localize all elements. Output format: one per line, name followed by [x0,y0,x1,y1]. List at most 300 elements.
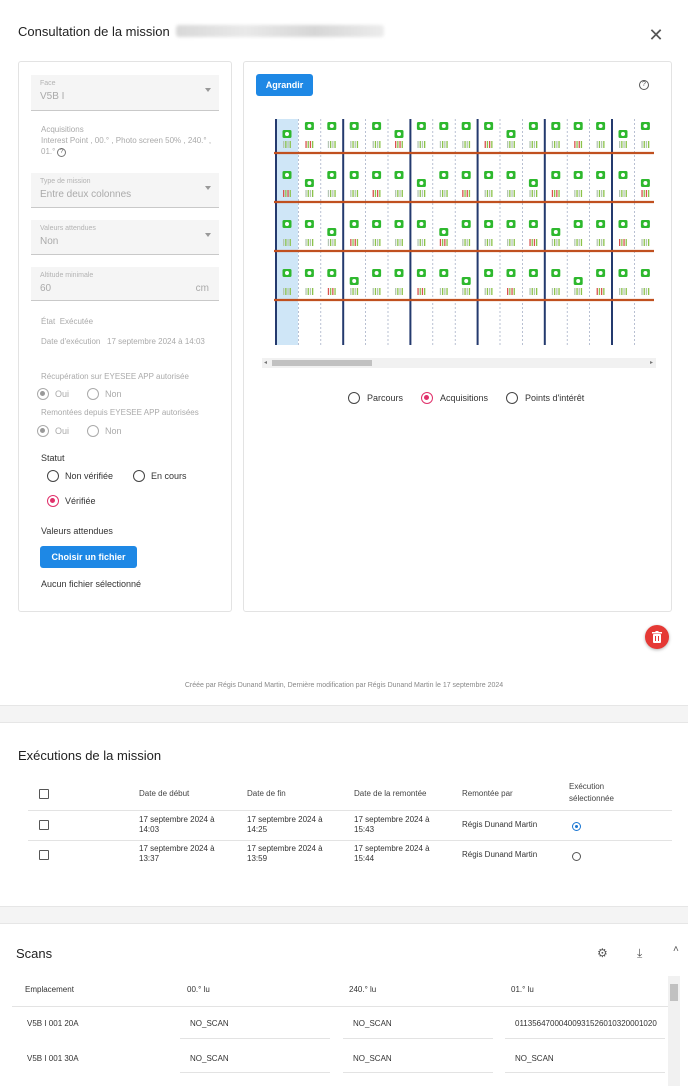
camera-lens [442,230,446,234]
mode-acquisitions-label: Acquisitions [440,393,489,403]
mode-poi-radio[interactable] [506,392,518,404]
upload-no-label: Non [105,426,122,436]
barcode-mark [597,239,598,246]
barcode-mark [334,288,335,295]
barcode-mark [397,239,398,246]
exec-date-value: 17 septembre 2024 à 14:03 [107,337,205,346]
close-icon[interactable]: ✕ [648,25,664,45]
barcode-mark [509,239,510,246]
barcode-mark [556,288,557,295]
expected-values-value: Non [40,236,59,247]
barcode-mark [373,141,374,148]
trash-icon [652,631,662,643]
barcode-mark [285,288,286,295]
barcode-mark [511,190,512,197]
barcode-mark [420,190,421,197]
barcode-mark [641,288,642,295]
barcode-mark [619,190,620,197]
barcode-mark [395,239,396,246]
barcode-mark [308,239,309,246]
exec-date-row [41,336,227,347]
barcode-mark [507,288,508,295]
camera-lens [554,230,558,234]
retrieval-no-label: Non [105,389,122,399]
face-value: V5B I [40,91,65,102]
retrieval-radios [37,388,122,400]
barcode-mark [532,141,533,148]
camera-lens [554,271,558,275]
camera-lens [442,271,446,275]
barcode-mark [646,288,647,295]
barcode-mark [444,190,445,197]
camera-lens [419,271,423,275]
camera-lens [554,173,558,177]
barcode-mark [529,288,530,295]
barcode-mark [487,239,488,246]
barcode-mark [444,239,445,246]
barcode-mark [334,239,335,246]
barcode-mark [399,190,400,197]
barcode-mark [464,288,465,295]
barcode-mark [462,239,463,246]
barcode-mark [397,141,398,148]
barcode-mark [626,239,627,246]
camera-lens [307,271,311,275]
barcode-mark [290,288,291,295]
barcode-mark [446,141,447,148]
barcode-mark [599,190,600,197]
barcode-mark [534,190,535,197]
camera-lens [330,124,334,128]
barcode-mark [626,141,627,148]
barcode-mark [440,239,441,246]
barcode-mark [529,239,530,246]
barcode-mark [621,141,622,148]
scan-value: NO_SCAN [190,1019,229,1028]
barcode-mark [574,239,575,246]
barcode-mark [422,141,423,148]
vertical-scrollbar[interactable] [668,976,680,1086]
barcode-mark [422,239,423,246]
barcode-mark [576,239,577,246]
camera-lens [531,222,535,226]
barcode-mark [402,141,403,148]
barcode-mark [619,288,620,295]
barcode-mark [442,288,443,295]
barcode-mark [467,239,468,246]
acquisitions-text: Interest Point , 00.° , Photo screen 50% , 240.° , 01.° [41,136,212,156]
barcode-mark [352,239,353,246]
expected-values-select[interactable] [31,220,219,255]
camera-lens [576,279,580,283]
barcode-mark [328,141,329,148]
barcode-mark [312,190,313,197]
mode-path-radio[interactable] [348,392,360,404]
barcode-mark [440,288,441,295]
barcode-mark [576,190,577,197]
barcode-mark [312,288,313,295]
barcode-mark [532,239,533,246]
barcode-mark [399,288,400,295]
barcode-mark [603,239,604,246]
status-label: Statut [41,453,65,463]
barcode-mark [579,190,580,197]
barcode-mark [579,288,580,295]
barcode-mark [350,239,351,246]
camera-lens [643,271,647,275]
barcode-mark [487,288,488,295]
expected-values-label: Valeurs attendues [40,225,96,232]
barcode-mark [283,141,284,148]
barcode-mark [491,288,492,295]
camera-lens [643,124,647,128]
barcode-mark [558,288,559,295]
barcode-mark [514,141,515,148]
barcode-mark [536,190,537,197]
scan-value: 01135647000400931526010320001020 [515,1019,657,1028]
barcode-mark [417,141,418,148]
barcode-mark [446,239,447,246]
barcode-mark [395,141,396,148]
barcode-mark [350,141,351,148]
barcode-mark [310,239,311,246]
barcode-mark [446,190,447,197]
scan-col-00: 00.° lu [187,985,210,994]
scans-title: Scans [16,946,53,961]
barcode-mark [462,141,463,148]
cell-divider [505,1072,665,1073]
barcode-mark [621,239,622,246]
horizontal-scrollbar[interactable] [262,358,656,368]
mode-poi-label: Points d'intérêt [525,393,585,403]
barcode-mark [379,141,380,148]
scrollbar-thumb[interactable] [670,984,678,1001]
barcode-mark [619,141,620,148]
barcode-mark [285,141,286,148]
state-row [41,316,93,327]
barcode-mark [581,141,582,148]
row-start: 17 septembre 2024 à 14:03 [139,815,215,834]
barcode-mark [644,239,645,246]
row-by: Régis Dunand Martin [462,850,538,859]
barcode-mark [305,141,306,148]
camera-lens [554,124,558,128]
retrieval-yes-label: Oui [55,389,70,399]
barcode-mark [373,288,374,295]
barcode-mark [308,141,309,148]
status-unverified-radio[interactable] [47,470,59,482]
barcode-mark [489,288,490,295]
status-radios-row1 [47,470,187,482]
mission-type-label: Type de mission [40,178,91,185]
barcode-mark [464,190,465,197]
camera-lens [397,271,401,275]
barcode-mark [305,190,306,197]
barcode-mark [579,141,580,148]
barcode-mark [511,141,512,148]
barcode-mark [552,288,553,295]
barcode-mark [532,190,533,197]
mission-type-select[interactable] [31,173,219,208]
barcode-mark [462,288,463,295]
barcode-mark [332,141,333,148]
barcode-mark [554,190,555,197]
planogram-view[interactable] [274,119,654,345]
barcode-mark [532,288,533,295]
camera-lens [397,173,401,177]
section-divider [0,705,688,723]
scan-col-240: 240.° lu [349,985,377,994]
camera-lens [442,124,446,128]
barcode-mark [355,190,356,197]
barcode-mark [357,288,358,295]
section-divider [0,906,688,924]
barcode-mark [334,141,335,148]
barcode-mark [379,288,380,295]
camera-lens [487,271,491,275]
scroll-left-icon[interactable]: ◂ [264,360,268,366]
mission-form-panel [18,61,232,612]
chevron-up-icon[interactable]: ˄ [673,944,679,955]
select-all-checkbox[interactable] [39,789,49,799]
cell-divider [180,1072,330,1073]
camera-lens [621,222,625,226]
barcode-mark [395,288,396,295]
row-start: 17 septembre 2024 à 13:37 [139,844,215,863]
barcode-mark [287,141,288,148]
barcode-mark [469,190,470,197]
barcode-mark [601,288,602,295]
barcode-mark [379,239,380,246]
barcode-mark [444,288,445,295]
gear-icon[interactable]: ⚙ [597,946,608,960]
barcode-mark [623,239,624,246]
acquisitions-label: Acquisitions [41,125,84,134]
barcode-mark [420,239,421,246]
barcode-mark [603,141,604,148]
camera-lens [375,124,379,128]
camera-lens [531,124,535,128]
state-label: État [41,317,56,326]
barcode-mark [422,288,423,295]
camera-lens [419,222,423,226]
retrieval-no-radio[interactable] [87,388,99,400]
upload-radios [37,425,122,437]
expected-file-label: Valeurs attendues [41,526,113,536]
row-select-radio[interactable] [572,822,581,831]
barcode-mark [469,141,470,148]
barcode-mark [648,141,649,148]
barcode-mark [601,190,602,197]
barcode-mark [350,288,351,295]
barcode-mark [646,239,647,246]
mode-acquisitions-radio[interactable] [421,392,433,404]
barcode-mark [576,141,577,148]
dialog-title-text: Consultation de la mission [18,24,170,39]
barcode-mark [352,141,353,148]
mode-path-label: Parcours [367,393,404,403]
barcode-mark [332,239,333,246]
barcode-mark [330,288,331,295]
barcode-mark [558,141,559,148]
col-start-date: Date de début [139,789,190,798]
barcode-mark [485,239,486,246]
barcode-mark [352,288,353,295]
barcode-mark [641,141,642,148]
no-file-text: Aucun fichier sélectionné [41,579,142,589]
face-select[interactable] [31,75,219,111]
view-mode-radios [348,392,584,404]
min-altitude-value: 60 [40,283,52,294]
status-radios-row2 [47,495,96,507]
barcode-mark [599,141,600,148]
barcode-mark [556,239,557,246]
scrollbar-thumb[interactable] [272,360,372,366]
barcode-mark [285,190,286,197]
scan-location: V5B I 001 20A [27,1019,79,1028]
barcode-mark [424,288,425,295]
camera-lens [352,173,356,177]
cell-divider [505,1038,665,1039]
camera-lens [509,173,513,177]
barcode-mark [641,190,642,197]
barcode-mark [489,239,490,246]
barcode-mark [422,190,423,197]
retrieval-yes-radio[interactable] [37,388,49,400]
barcode-mark [467,190,468,197]
delete-button[interactable] [645,625,669,649]
upload-yes-radio[interactable] [37,425,49,437]
status-verified-radio[interactable] [47,495,59,507]
camera-lens [397,132,401,136]
barcode-mark [442,190,443,197]
barcode-mark [623,141,624,148]
camera-lens [621,173,625,177]
barcode-mark [379,190,380,197]
row-checkbox[interactable] [39,820,49,830]
barcode-mark [621,190,622,197]
camera-lens [285,173,289,177]
barcode-mark [626,190,627,197]
barcode-mark [491,239,492,246]
min-altitude-unit: cm [195,283,209,294]
barcode-mark [417,288,418,295]
barcode-mark [621,288,622,295]
barcode-mark [330,141,331,148]
barcode-mark [312,141,313,148]
exec-date-label: Date d'exécution [41,337,101,346]
choose-file-button[interactable]: Choisir un fichier [40,546,137,568]
row-select-radio[interactable] [572,852,581,861]
state-value: Exécutée [59,317,94,326]
barcode-mark [310,141,311,148]
status-unverified-label: Non vérifiée [65,471,114,481]
barcode-mark [491,190,492,197]
camera-lens [599,173,603,177]
col-end-date: Date de fin [247,789,286,798]
barcode-mark [283,239,284,246]
camera-lens [621,271,625,275]
min-altitude-field[interactable] [31,267,219,301]
table-divider [12,1006,668,1007]
status-inprogress-label: En cours [151,471,187,481]
barcode-mark [440,190,441,197]
scan-value: NO_SCAN [353,1019,392,1028]
barcode-mark [357,190,358,197]
help-circle-icon[interactable]: ? [639,80,649,90]
barcode-mark [509,190,510,197]
barcode-mark [402,190,403,197]
barcode-mark [355,288,356,295]
barcode-mark [514,239,515,246]
barcode-mark [641,239,642,246]
camera-lens [285,271,289,275]
barcode-mark [601,239,602,246]
barcode-mark [574,288,575,295]
camera-lens [419,124,423,128]
barcode-mark [464,239,465,246]
upload-no-radio[interactable] [87,425,99,437]
row-checkbox[interactable] [39,850,49,860]
barcode-mark [308,288,309,295]
camera-lens [576,173,580,177]
scroll-right-icon[interactable]: ▸ [649,360,653,366]
camera-lens [307,181,311,185]
row-end: 17 septembre 2024 à 13:59 [247,844,323,863]
barcode-mark [558,239,559,246]
download-icon[interactable]: ⤓ [637,946,643,960]
enlarge-button[interactable]: Agrandir [256,74,313,96]
barcode-mark [509,288,510,295]
barcode-mark [603,190,604,197]
barcode-mark [287,190,288,197]
barcode-mark [444,141,445,148]
barcode-mark [357,239,358,246]
barcode-mark [646,190,647,197]
status-inprogress-radio[interactable] [133,470,145,482]
barcode-mark [328,190,329,197]
barcode-mark [597,190,598,197]
barcode-mark [623,190,624,197]
camera-lens [509,222,513,226]
cell-divider [343,1072,493,1073]
barcode-mark [581,288,582,295]
min-altitude-label: Altitude minimale [40,272,94,279]
barcode-mark [402,288,403,295]
barcode-mark [330,190,331,197]
status-verified-label: Vérifiée [65,496,96,506]
barcode-mark [581,239,582,246]
camera-lens [352,279,356,283]
help-icon[interactable]: ? [57,148,66,157]
camera-lens [599,124,603,128]
camera-lens [643,222,647,226]
barcode-mark [536,141,537,148]
barcode-mark [290,190,291,197]
barcode-mark [377,141,378,148]
camera-lens [330,173,334,177]
barcode-mark [310,288,311,295]
col-uploaded-by: Remontée par [462,789,513,798]
barcode-mark [597,141,598,148]
barcode-mark [648,190,649,197]
camera-lens [576,222,580,226]
row-upload: 17 septembre 2024 à 15:43 [354,815,430,834]
barcode-mark [648,239,649,246]
barcode-mark [469,239,470,246]
barcode-mark [529,190,530,197]
barcode-mark [305,288,306,295]
